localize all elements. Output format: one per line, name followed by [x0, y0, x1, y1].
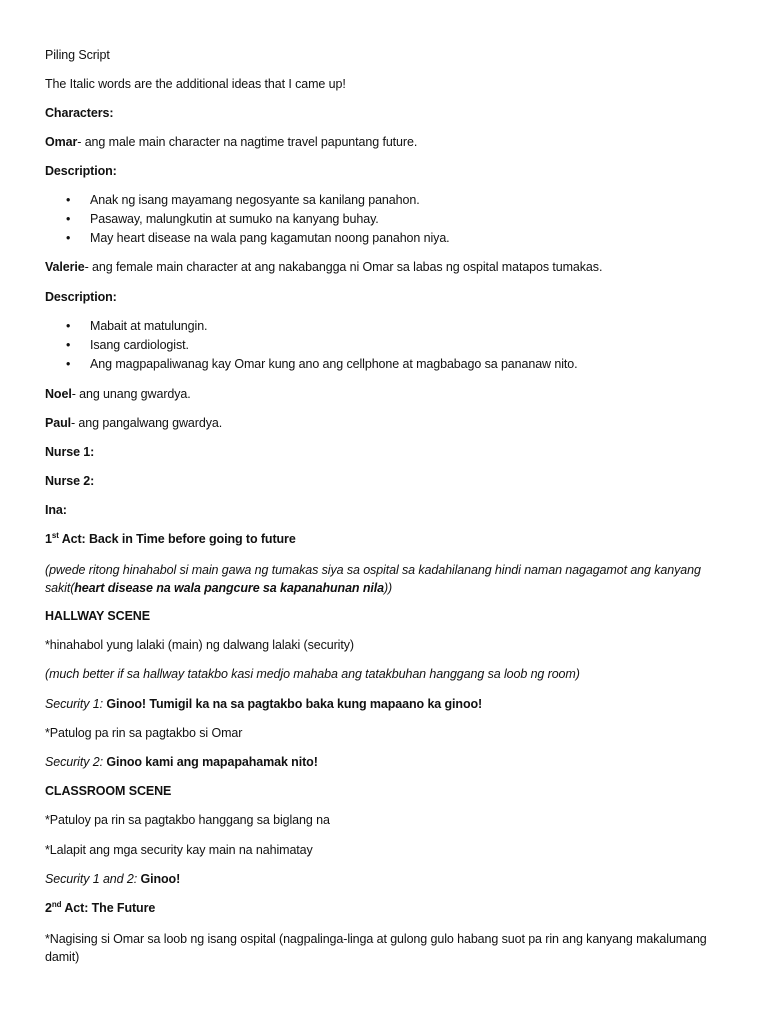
list-item: Pasaway, malungkutin at sumuko na kanyang buhay.: [90, 212, 379, 226]
description-label: Description:: [45, 290, 117, 304]
act-title: Act: Back in Time before going to future: [58, 532, 296, 546]
character-nurse-1: Nurse 1:: [45, 445, 95, 459]
act-number: 2: [45, 901, 52, 915]
description-label: Description:: [45, 164, 117, 178]
list-item: Ang magpapaliwanag kay Omar kung ano ang cellphone at magbabago sa pananaw nito.: [90, 357, 578, 371]
speaker: Security 1 and 2:: [45, 872, 141, 886]
classroom-scene-heading: CLASSROOM SCENE: [45, 784, 172, 798]
character-description: - ang male main character na nagtime travel papuntang future.: [77, 135, 418, 149]
act-2-action: *Nagising si Omar sa loob ng isang ospital (nagpalinga-linga at gulong gulo habang suot pa rin ang kanyang makalumang damit): [45, 932, 707, 964]
act-2-heading: [45, 901, 155, 915]
bullet-icon: •: [66, 319, 71, 333]
dialogue-security-2: [45, 755, 318, 769]
document-title: Piling Script: [45, 48, 110, 62]
bullet-icon: •: [66, 231, 71, 245]
note-text: (pwede ritong hinahabol si main gawa ng tumakas siya sa ospital sa kadahilanang hindi naman nagagamot ang kanyang sakit(: [45, 563, 701, 595]
character-description: - ang pangalwang gwardya.: [71, 416, 223, 430]
character-valerie: [45, 260, 602, 274]
character-name: Noel: [45, 387, 72, 401]
act-ordinal: st: [51, 531, 59, 540]
act-1-note: [45, 561, 735, 597]
note-close: )): [383, 581, 393, 595]
dialogue-security-1-and-2: [45, 872, 180, 886]
character-description: - ang female main character at ang nakabangga ni Omar sa labas ng ospital matapos tumakas.: [84, 260, 603, 274]
list-item: Mabait at matulungin.: [90, 319, 208, 333]
act-number: 1: [45, 532, 52, 546]
stage-direction: *Patulog pa rin sa pagtakbo si Omar: [45, 726, 243, 740]
hallway-note: (much better if sa hallway tatakbo kasi medjo mahaba ang tatakbuhan hanggang sa loob ng room): [45, 667, 580, 681]
character-description: - ang unang gwardya.: [71, 387, 191, 401]
dialogue-line: Ginoo! Tumigil ka na sa pagtakbo baka kung mapaano ka ginoo!: [106, 697, 483, 711]
hallway-action: *hinahabol yung lalaki (main) ng dalwang lalaki (security): [45, 638, 354, 652]
characters-heading: Characters:: [45, 106, 114, 120]
speaker: Security 1:: [45, 697, 107, 711]
act-title: Act: The Future: [61, 901, 156, 915]
character-name: Valerie: [45, 260, 85, 274]
bullet-icon: •: [66, 212, 71, 226]
list-item: Anak ng isang mayamang negosyante sa kanilang panahon.: [90, 193, 420, 207]
classroom-action: *Lalapit ang mga security kay main na nahimatay: [45, 843, 313, 857]
speaker: Security 2:: [45, 755, 107, 769]
act-1-heading: [45, 532, 296, 546]
dialogue-line: Ginoo!: [140, 872, 181, 886]
list-item: May heart disease na wala pang kagamutan noong panahon niya.: [90, 231, 450, 245]
hallway-scene-heading: HALLWAY SCENE: [45, 609, 150, 623]
character-nurse-2: Nurse 2:: [45, 474, 95, 488]
bullet-icon: •: [66, 193, 71, 207]
character-name: Paul: [45, 416, 71, 430]
character-name: Omar: [45, 135, 78, 149]
character-omar: [45, 135, 417, 149]
bullet-icon: •: [66, 357, 71, 371]
character-noel: [45, 387, 191, 401]
bullet-icon: •: [66, 338, 71, 352]
dialogue-line: Ginoo kami ang mapapahamak nito!: [106, 755, 318, 769]
character-paul: [45, 416, 222, 430]
note-emphasis: heart disease na wala pangcure sa kapanahunan nila: [74, 581, 384, 595]
act-ordinal: nd: [51, 900, 62, 909]
character-ina: Ina:: [45, 503, 67, 517]
classroom-action: *Patuloy pa rin sa pagtakbo hanggang sa biglang na: [45, 813, 330, 827]
intro-note: The Italic words are the additional ideas that I came up!: [45, 77, 346, 91]
list-item: Isang cardiologist.: [90, 338, 189, 352]
dialogue-security-1: [45, 697, 482, 711]
